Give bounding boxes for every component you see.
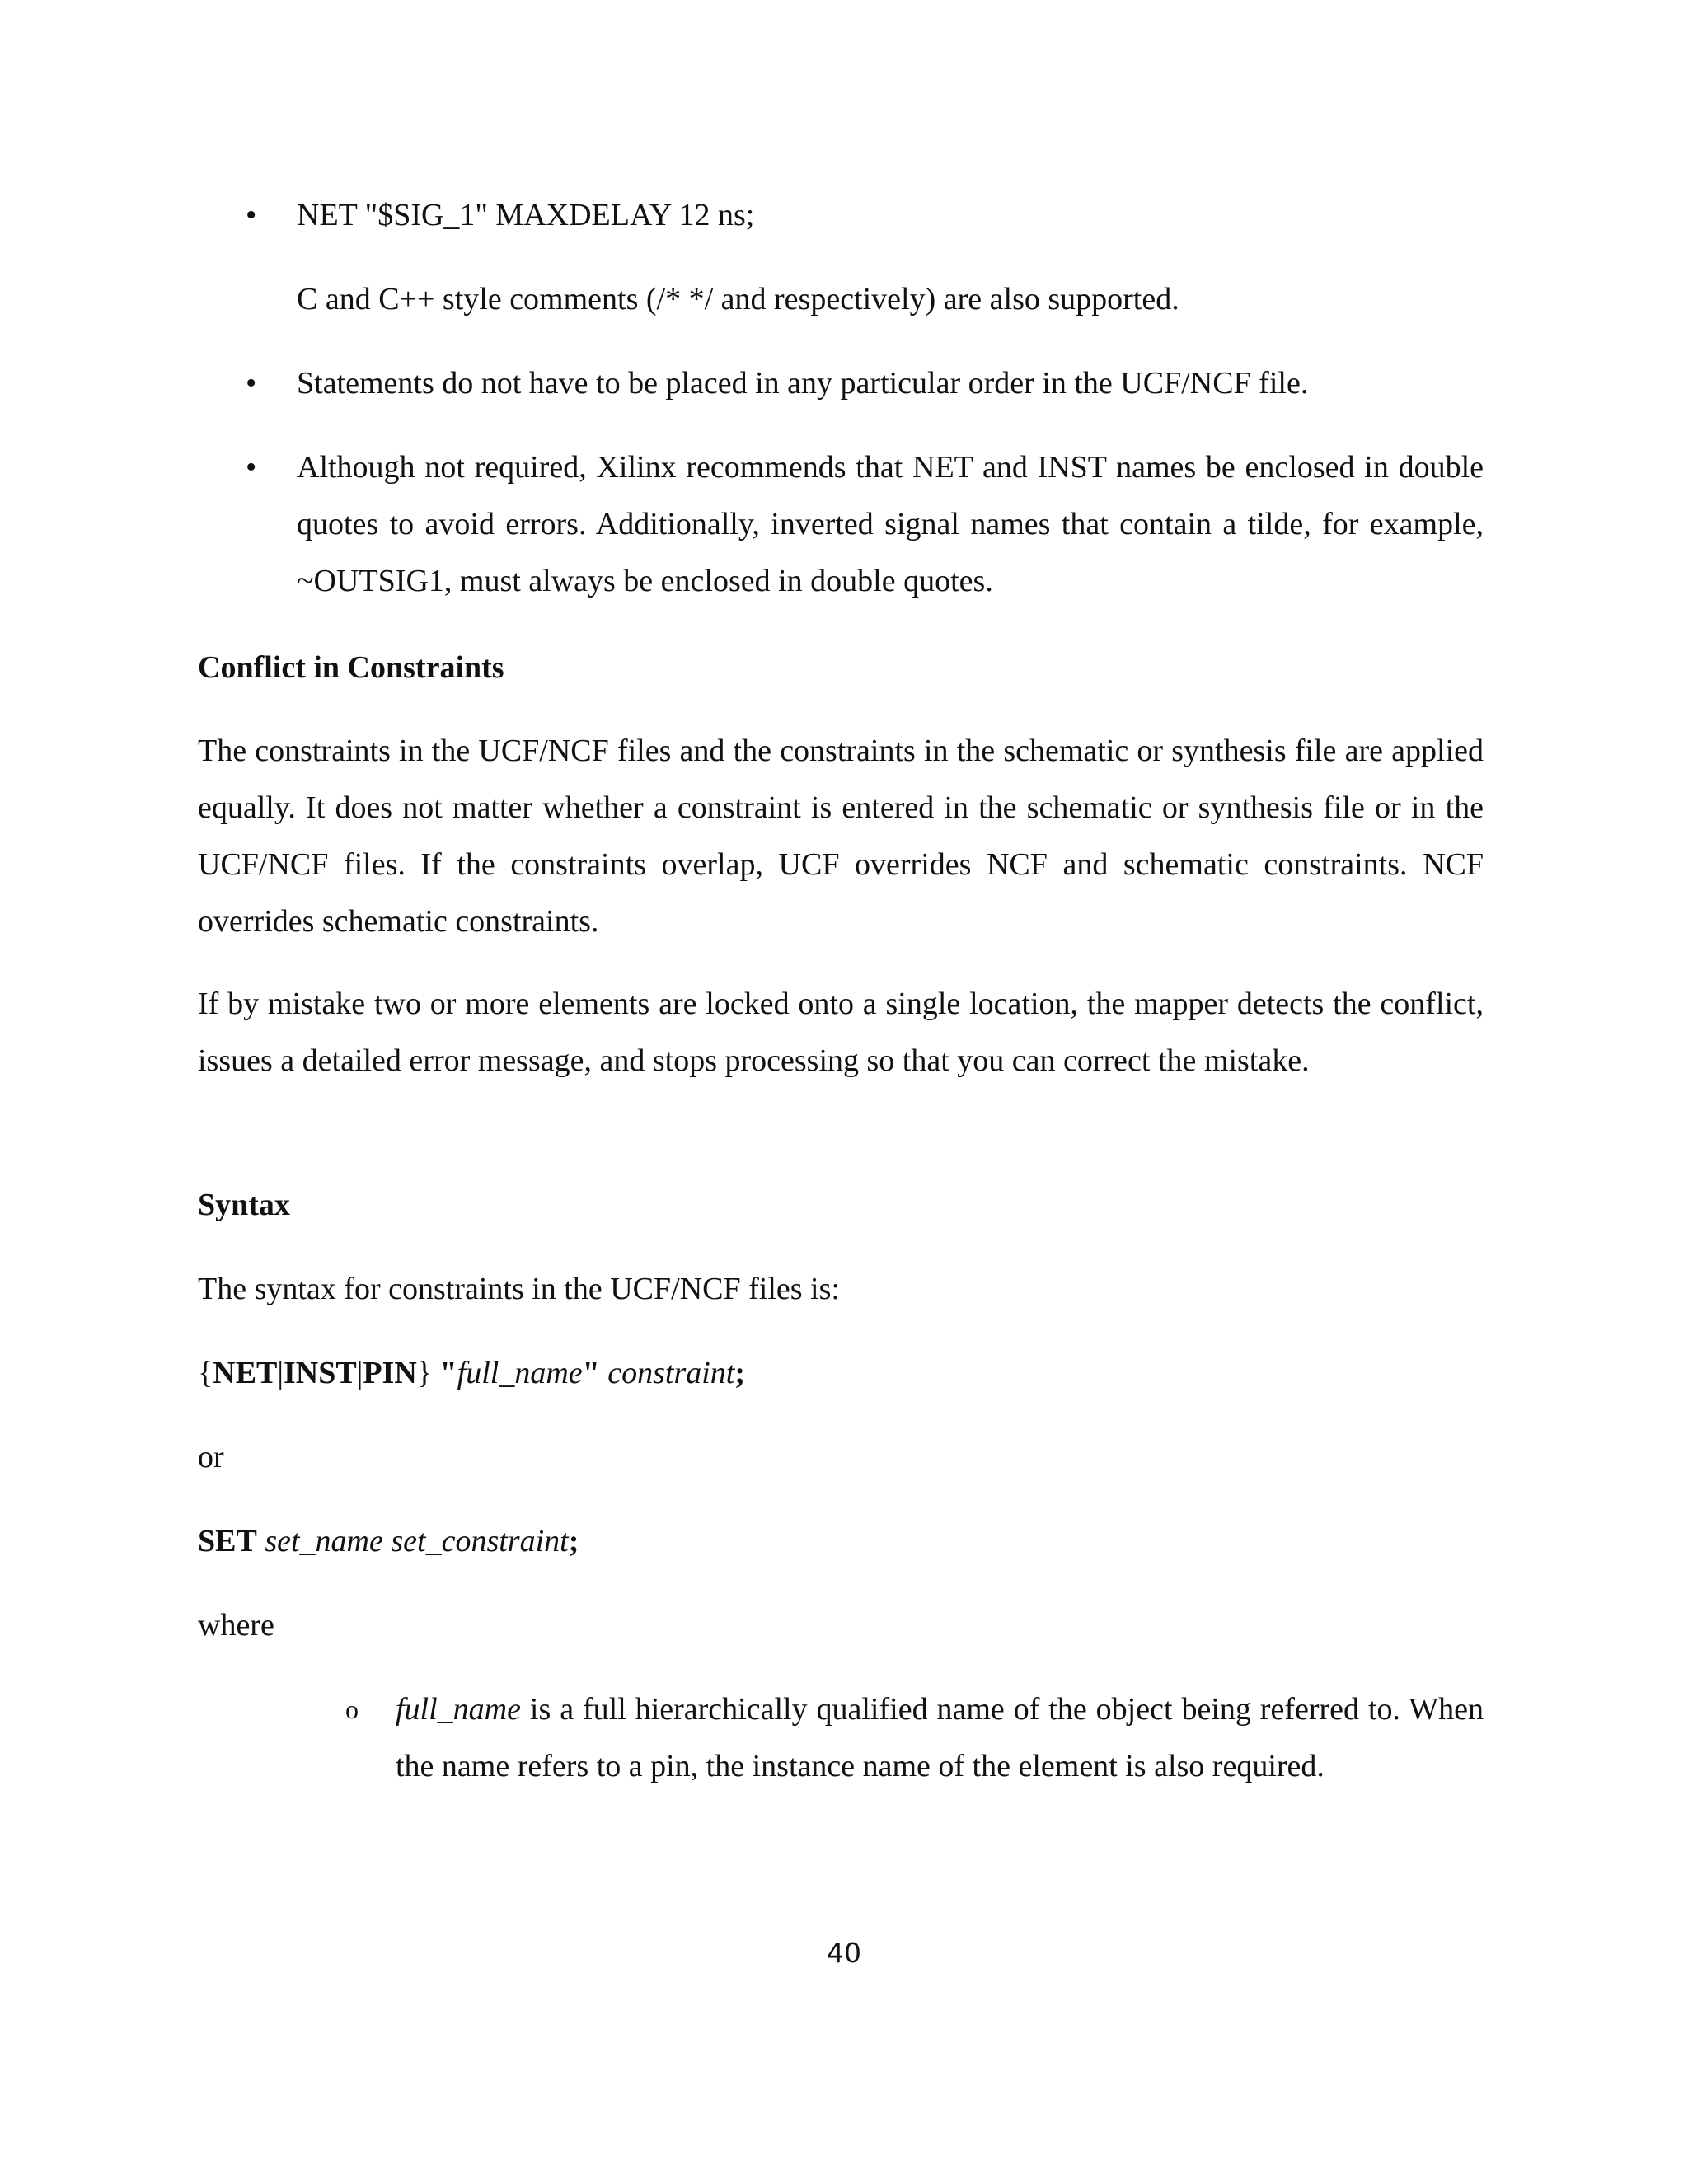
definition-body: is a full hierarchically qualified name of the object being referred to. When the name refers to a pin, the instance name of the element is also required.: [396, 1692, 1484, 1783]
keyword-net: NET: [213, 1356, 278, 1390]
syntax-line-set: [198, 1513, 1484, 1570]
paragraph-conflict-2: If by mistake two or more elements are locked onto a single location, the mapper detects the conflict, issues a detailed error message, and stops processing so that you can correct the mistake.: [198, 987, 1484, 1078]
param-full-name: full_name: [457, 1356, 583, 1390]
bullet-icon: •: [246, 198, 257, 232]
brace-open: {: [198, 1356, 213, 1390]
bullet-icon: •: [246, 366, 257, 401]
semicolon: ;: [734, 1356, 746, 1390]
syntax-intro: The syntax for constraints in the UCF/NCF files is:: [198, 1272, 840, 1306]
bullet-text: Although not required, Xilinx recommends that NET and INST names be enclosed in double quotes to avoid errors. Additionally, inverted signal names that contain a tilde, for example, ~OUTSIG1, must always be enclosed in double quotes.: [297, 450, 1484, 598]
bullet-item-quotes: [198, 439, 1484, 610]
bullet-item-maxdelay: [198, 187, 1484, 244]
definition-item-full-name: [342, 1681, 1484, 1795]
bullet-text: Statements do not have to be placed in any particular order in the UCF/NCF file.: [297, 366, 1309, 401]
syntax-or: or: [198, 1440, 224, 1474]
param-set-name: set_name: [265, 1524, 383, 1558]
paragraph-conflict-1: The constraints in the UCF/NCF files and the constraints in the schematic or synthesis file are applied equally. It does not matter whether a constraint is entered in the schematic or synthesis file or in the UCF/NCF files. If the constraints overlap, UCF overrides NCF and schematic constraints. NCF overrides schematic constraints.: [198, 733, 1484, 939]
param-set-constraint: set_constraint: [391, 1524, 569, 1558]
separator: |: [356, 1356, 363, 1390]
definition-text: [396, 1681, 1484, 1795]
circle-bullet-icon: o: [345, 1694, 359, 1724]
semicolon: ;: [568, 1524, 579, 1558]
page-number: 40: [827, 1937, 861, 1969]
syntax-line-net-inst-pin: [198, 1345, 1484, 1402]
separator: |: [277, 1356, 284, 1390]
section-heading-syntax: Syntax: [198, 1188, 290, 1222]
definition-term: full_name: [396, 1692, 521, 1727]
bullet-icon: •: [246, 450, 257, 485]
quote-close: ": [582, 1356, 600, 1390]
comment-note: C and C++ style comments (/* */ and respectively) are also supported.: [297, 282, 1179, 316]
syntax-where: where: [198, 1608, 274, 1643]
section-heading-conflict: Conflict in Constraints: [198, 650, 504, 685]
param-constraint: constraint: [607, 1356, 735, 1390]
keyword-set: SET: [198, 1524, 257, 1558]
bullet-text: NET "$SIG_1" MAXDELAY 12 ns;: [297, 198, 755, 232]
keyword-inst: INST: [284, 1356, 357, 1390]
brace-close: }: [416, 1356, 433, 1390]
quote-open: ": [439, 1356, 457, 1390]
keyword-pin: PIN: [363, 1356, 417, 1390]
bullet-item-statements: [198, 355, 1484, 412]
